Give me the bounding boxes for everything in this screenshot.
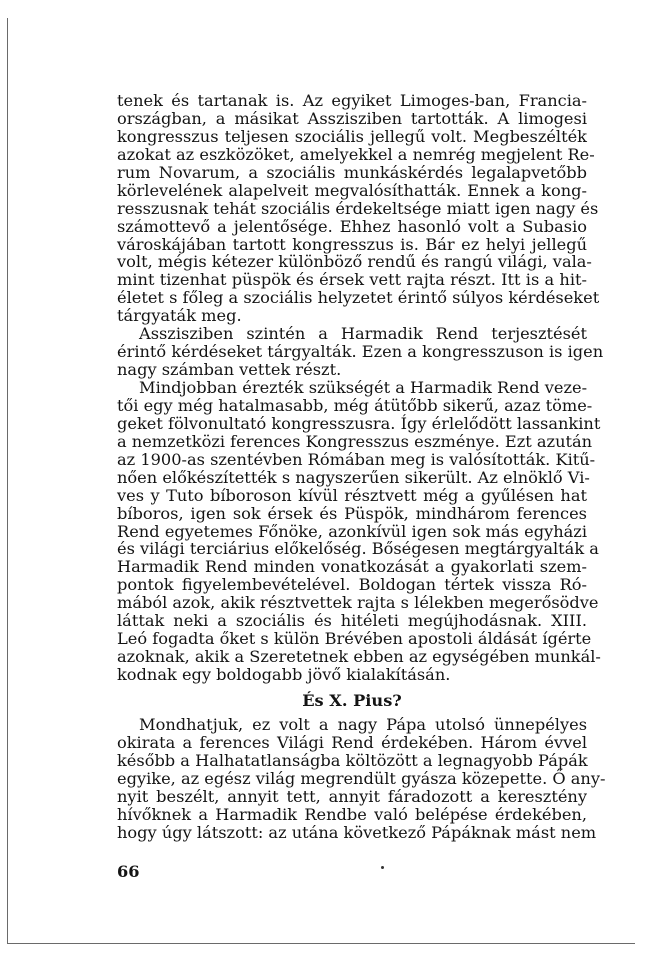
scan-edge-bottom [7,943,635,944]
text-line: országban, a másikat Asszisziben tartották. A limogesi [117,108,587,128]
text-line: láttak neki a szociális és hitéleti megújhodásnak. XIII. [117,611,587,631]
text-line: azoknak, akik a Szeretetnek ebben az egységében munkál- [117,647,601,667]
text-line: tői egy még hatalmasabb, még átütőbb sikerű, azaz töme- [117,395,593,415]
text-line: Harmadik Rend minden vonatkozását a gyakorlati szem- [117,557,587,577]
text-line: mint tizenhat püspök és érsek vett rajta részt. Itt is a hit- [117,270,587,290]
text-line: mából azok, akik résztvettek rajta s lélekben megerősödve [117,593,599,613]
body-text [117,91,606,842]
text-line: kodnak egy boldogabb jövő kialakításán. [117,665,451,684]
text-line: pontok figyelembevételével. Boldogan tértek vissza Ró- [117,575,587,595]
text-line: bíboros, igen sok érsek és Püspök, mindhárom ferences [117,503,587,523]
text-line: tárgyaták meg. [117,306,242,326]
text-line: Mindjobban érezték szükségét a Harmadik Rend veze- [139,378,588,397]
text-line: hogy úgy látszott: az utána következő Pápáknak mást nem [117,822,597,842]
text-line: nyit beszélt, annyit tett, annyit fáradozott a keresztény [117,786,587,806]
text-line: rum Novarum, a szociális munkáskérdés legalapvetőbb [117,162,587,182]
paragraphs-before-heading [117,91,604,684]
text-line: hívőknek a Harmadik Rendbe való belépése érdekében, [117,804,587,824]
paragraph [117,91,600,326]
text-line: a nemzetközi ferences Kongresszus eszménye. Ezt azután [117,431,593,451]
text-line: geket fölvonultató kongresszusra. Így érlelődött lassankint [117,413,601,433]
text-line: városkájában tartott kongresszus is. Bár ez helyi jellegű [117,234,587,254]
text-line: később a Halhatatlanságba költözött a legnagyobb Pápák [117,750,588,770]
text-line: Rend egyetemes Főnöke, azonkívül igen sok más egyházi [117,521,587,541]
text-line: ves y Tuto bíboroson kívül résztvett még a gyűlésen hat [117,485,587,505]
text-line: kongresszus teljesen szociális jellegű volt. Megbeszélték [117,126,587,146]
text-line: Asszisziben szintén a Harmadik Rend terjesztését [139,324,587,344]
text-line: nően előkészítették s nagyszerűen sikerült. Az elnöklő Vi- [117,467,590,487]
text-line: egyike, az egész világ megrendült gyásza közepette. Ő any- [117,768,606,788]
text-line: resszusnak tehát szociális érdekeltsége miatt igen nagy és [117,198,599,218]
paragraph [117,714,606,842]
text-line: Mondhatjuk, ez volt a nagy Pápa utolsó ünnepélyes [139,714,587,734]
text-line: életet s főleg a szociális helyzetet érintő súlyos kérdéseket [117,288,600,308]
text-line: azokat az eszközöket, amelyekkel a nemrég megjelent Re- [117,144,595,164]
paragraph [117,378,601,684]
text-line: számottevő a jelentősége. Ehhez hasonló volt a Subasio [117,216,587,236]
text-line: és világi terciárius előkelőség. Bőségesen megtárgyalták a [117,539,599,559]
section-heading: És X. Pius? [302,690,402,710]
text-line: az 1900-as szentévben Rómában meg is valósították. Kitű- [117,449,596,469]
text-line: tenek és tartanak is. Az egyiket Limoges-ban, Francia- [117,91,587,110]
paragraphs-after-heading [117,714,606,842]
paragraph [117,324,604,380]
page-number: 66 [117,862,140,881]
text-line: volt, mégis kétezer különböző rendű és rangú világi, vala- [117,252,592,272]
text-line: körlevelének alapelveit megvalósíthatták. Ennek a kong- [117,180,587,200]
text-line: érintő kérdéseket tárgyalták. Ezen a kongresszuson is igen [117,342,604,362]
scan-edge-left [7,18,8,943]
text-line: okirata a ferences Világi Rend érdekében. Három évvel [117,732,587,752]
text-line: nagy számban vettek részt. [117,360,342,380]
text-line: Leó fogadta őket s külön Brévében apostoli áldását ígérte [117,629,592,649]
scan-speck [381,866,384,869]
